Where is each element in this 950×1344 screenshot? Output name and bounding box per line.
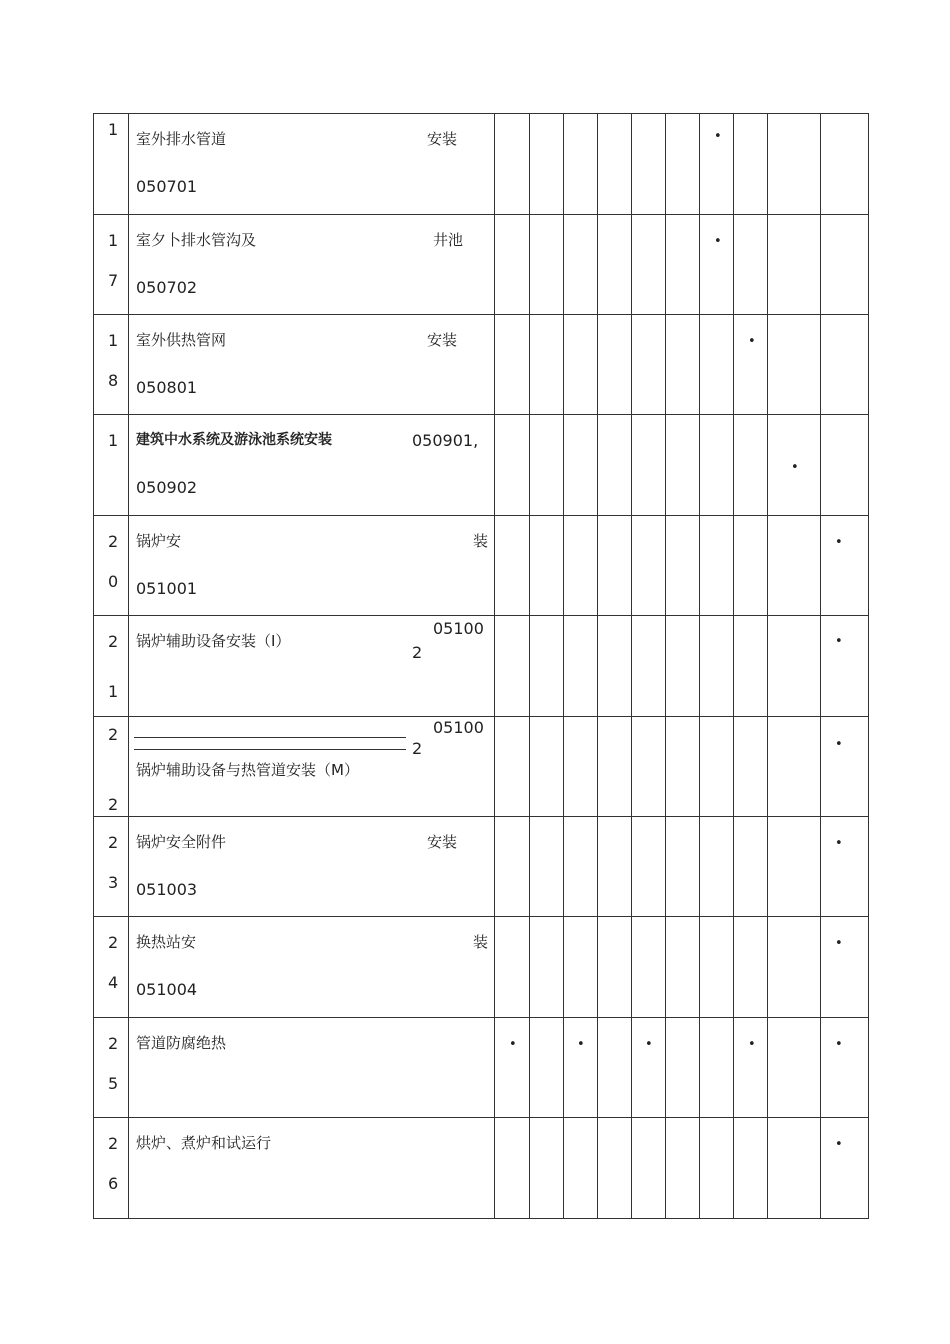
table-row: [94, 315, 868, 415]
item-code-part-2: 2: [412, 739, 423, 758]
check-dot: •: [714, 129, 722, 144]
clipped-code: [412, 739, 423, 758]
row-number-digit-2: 3: [108, 873, 119, 892]
row-number-digit-1: 1: [108, 331, 119, 350]
item-name-tail: 安装: [427, 130, 458, 148]
row-number-digit-2: 7: [108, 271, 119, 290]
row-number-digit-2: 4: [108, 973, 119, 992]
item-code: 051004: [136, 980, 198, 999]
check-dot: •: [748, 1037, 756, 1052]
check-dot: •: [748, 334, 756, 349]
item-name: 锅炉辅助设备与热管道安装（M）: [136, 761, 359, 779]
table-row: [94, 717, 868, 817]
row-number-digit-2: 8: [108, 371, 119, 390]
table-row: [94, 917, 868, 1018]
check-dot: •: [835, 936, 843, 951]
item-code-part-2: 2: [412, 643, 423, 662]
item-code-first: 050901,: [412, 431, 479, 450]
strike-line: [134, 749, 406, 750]
item-code: 050801: [136, 378, 198, 397]
table-row: [94, 616, 868, 717]
item-name: 换热站安: [136, 933, 197, 951]
item-name: 室夕卜排水管沟及: [136, 231, 257, 249]
row-number-digit-2: 1: [108, 682, 119, 701]
table-row: [94, 817, 868, 917]
struck-item-name: [134, 737, 406, 779]
table-row: [94, 114, 868, 215]
item-name-tail: 安装: [427, 331, 458, 349]
check-dot: •: [577, 1037, 585, 1052]
item-name: 烘炉、煮炉和试运行: [136, 1134, 272, 1152]
item-name-tail: 井池: [433, 231, 464, 249]
row-number-digit-1: 1: [108, 231, 119, 250]
check-dot: •: [791, 460, 799, 475]
row-number-digit-1: 1: [108, 120, 119, 139]
item-name: 管道防腐绝热: [136, 1034, 227, 1052]
row-number-digit-1: 2: [108, 833, 119, 852]
item-name: 建筑中水系统及游泳池系统安装: [136, 432, 332, 448]
item-name: 锅炉安全附件: [136, 833, 227, 851]
row-number-digit-1: 2: [108, 632, 119, 651]
check-dot: •: [509, 1037, 517, 1052]
check-dot: •: [835, 737, 843, 752]
check-dot: •: [835, 1037, 843, 1052]
item-name-tail: 装: [473, 532, 489, 550]
check-dot: •: [835, 634, 843, 649]
row-number-digit-1: 2: [108, 1034, 119, 1053]
table-row: [94, 1018, 868, 1118]
check-dot: •: [645, 1037, 653, 1052]
row-number-digit-1: 2: [108, 725, 119, 744]
item-code: 051001: [136, 579, 198, 598]
item-code: 050701: [136, 177, 198, 196]
strike-line: [134, 737, 406, 738]
item-name: 锅炉安: [136, 532, 182, 550]
row-number-digit-1: 2: [108, 1134, 119, 1153]
item-code-part-1: 05100: [433, 718, 484, 737]
item-name: 室外供热管网: [136, 331, 227, 349]
table-row: [94, 516, 868, 616]
item-code: 050902: [136, 478, 198, 497]
row-number-digit-2: 6: [108, 1174, 119, 1193]
item-code-part-1: 05100: [433, 619, 484, 638]
item-name: 锅炉辅助设备安装（I）: [136, 632, 291, 650]
item-name-tail: 安装: [427, 833, 458, 851]
table-row: [94, 415, 868, 516]
table-row: [94, 215, 868, 315]
check-dot: •: [835, 535, 843, 550]
row-number-digit-2: 5: [108, 1074, 119, 1093]
item-name-tail: 装: [473, 933, 489, 951]
check-dot: •: [835, 836, 843, 851]
item-code: 051003: [136, 880, 198, 899]
table-row: [94, 1118, 868, 1218]
check-dot: •: [714, 234, 722, 249]
row-number-digit-2: 2: [108, 795, 119, 814]
row-number-digit-1: 2: [108, 933, 119, 952]
check-dot: •: [835, 1137, 843, 1152]
row-number-digit-2: 0: [108, 572, 119, 591]
row-number-digit-1: 2: [108, 532, 119, 551]
item-name: 室外排水管道: [136, 130, 227, 148]
specification-table: [93, 113, 869, 1219]
row-number-digit-1: 1: [108, 431, 119, 450]
item-code: 050702: [136, 278, 198, 297]
